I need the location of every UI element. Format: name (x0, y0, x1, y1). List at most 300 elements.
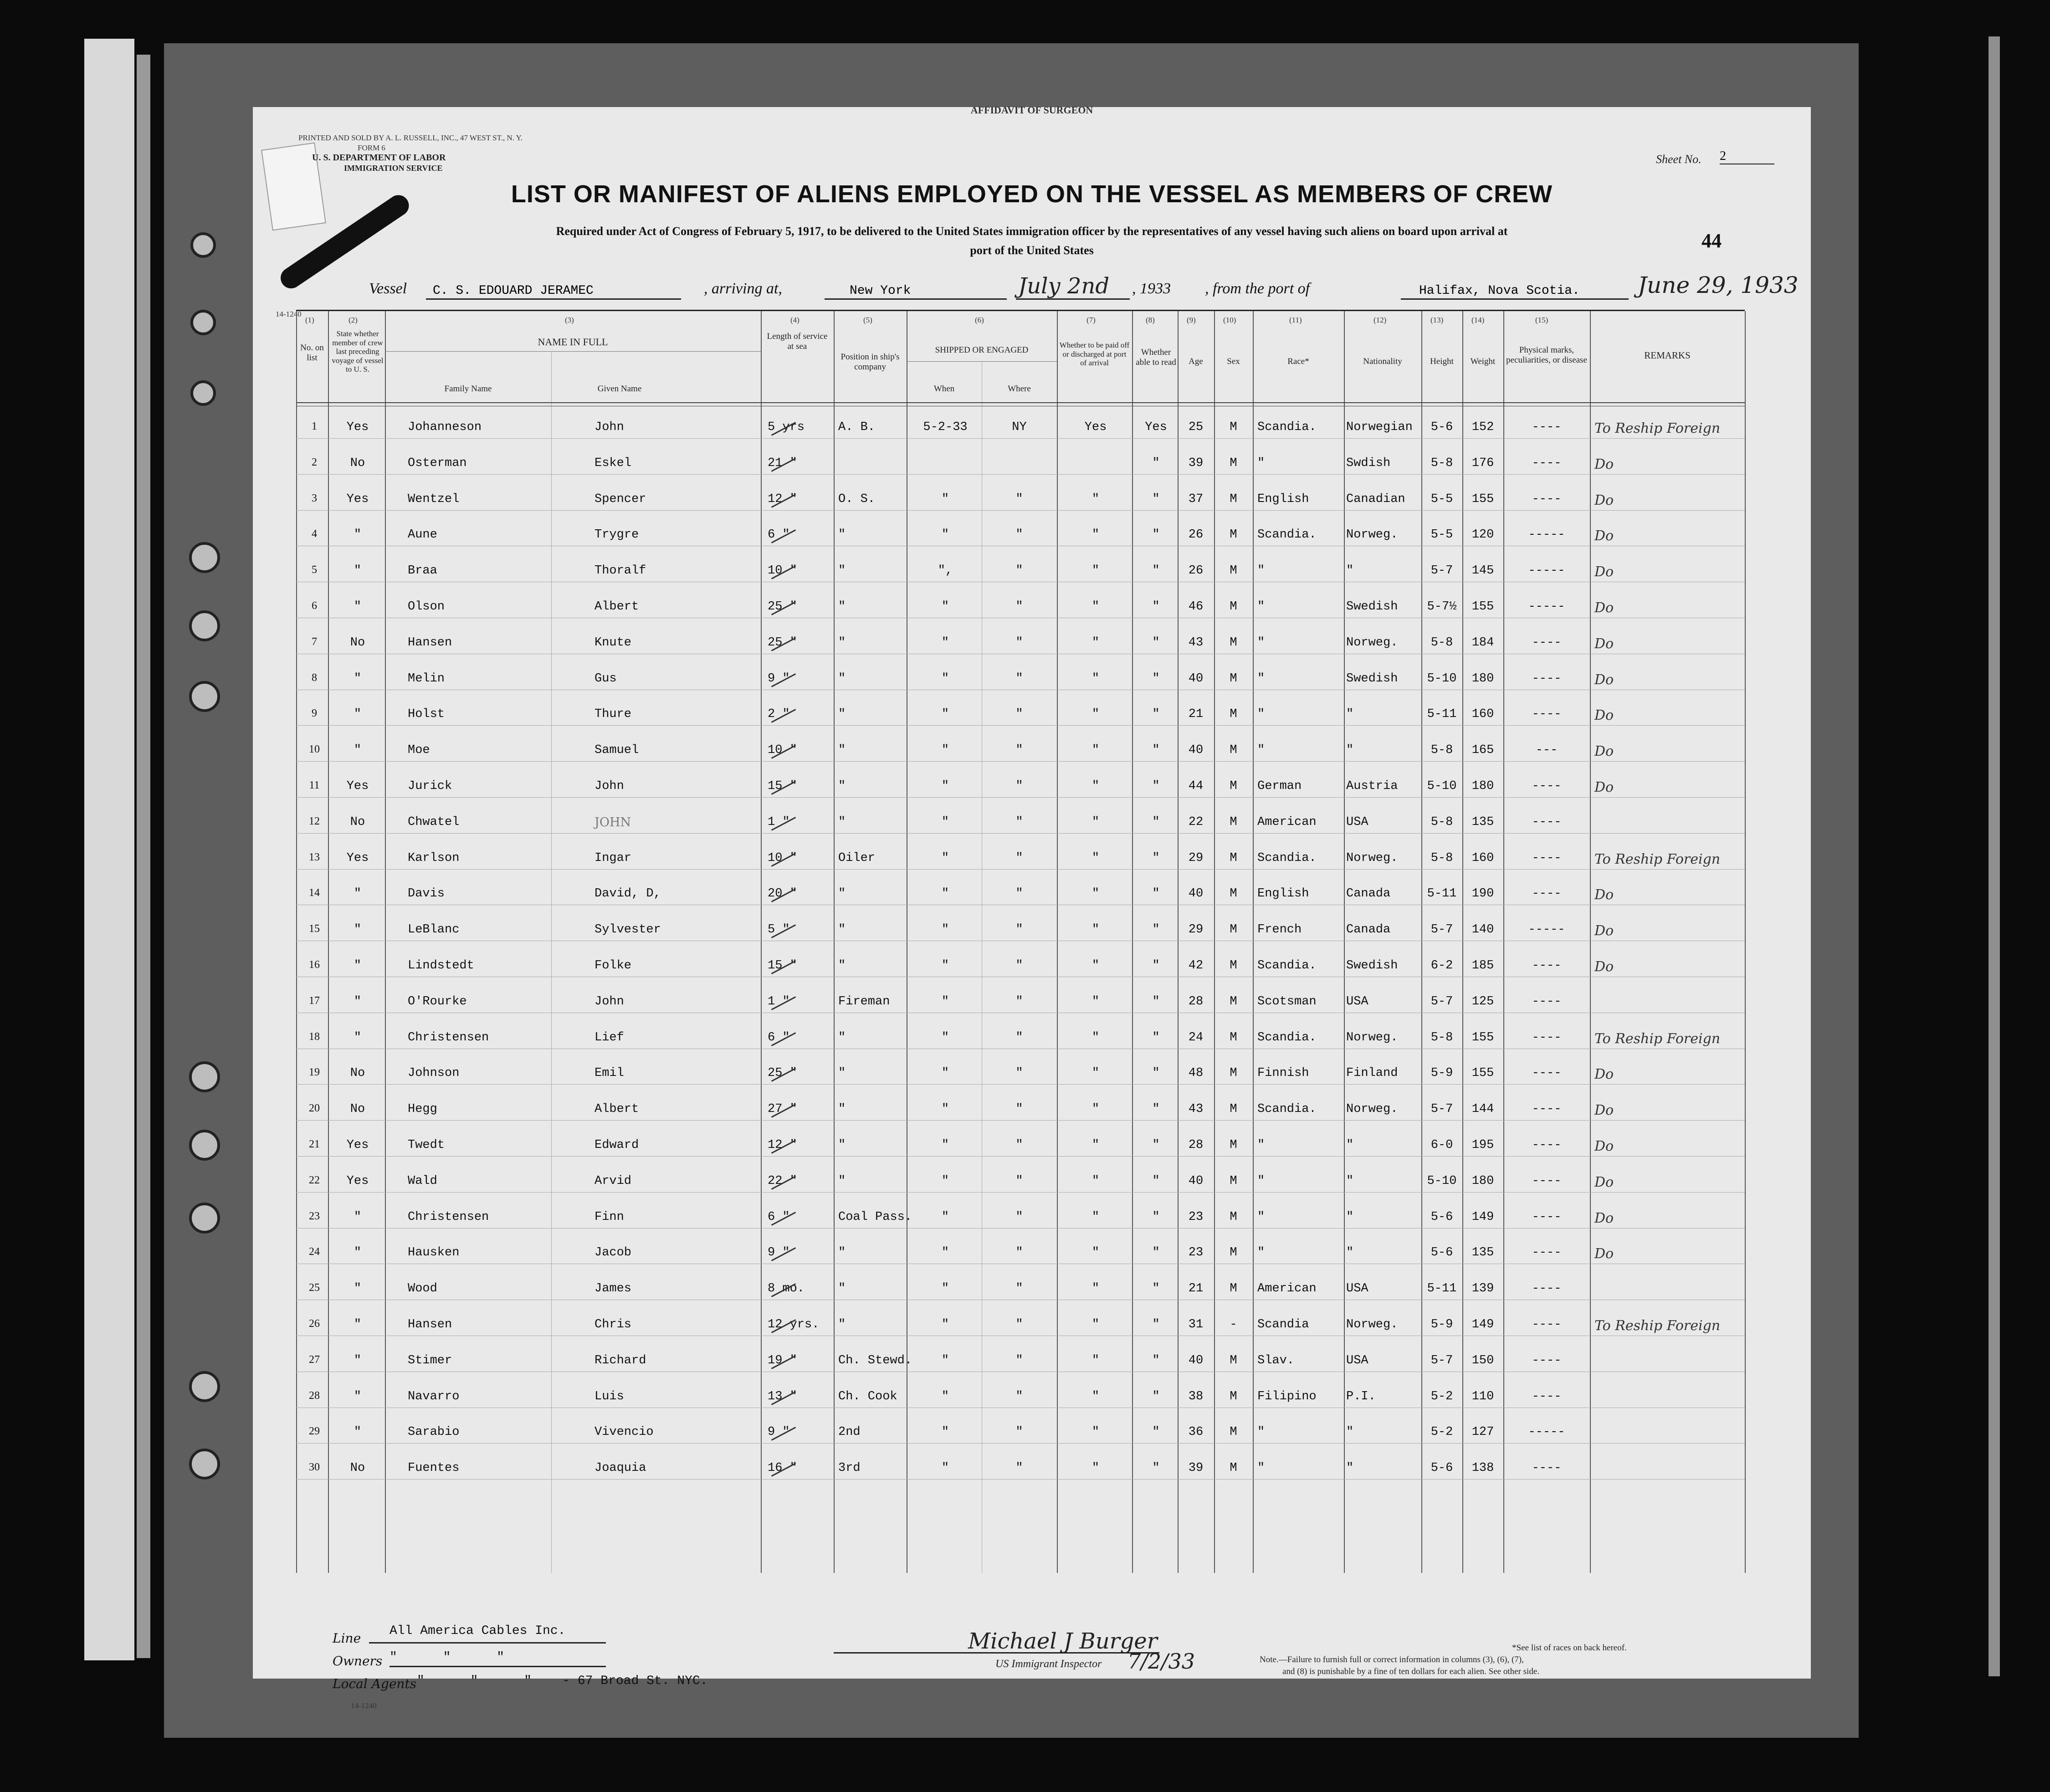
family-name-cell: Christensen (408, 1030, 489, 1044)
given-name-cell: Thure (594, 707, 632, 722)
paid-off-cell: " (1092, 1066, 1100, 1080)
given-name-cell: John (594, 779, 624, 793)
service-cell: 1 " (768, 815, 790, 829)
weight-cell: 190 (1471, 887, 1494, 901)
weight-cell: 185 (1471, 959, 1494, 973)
physical-marks-cell: ---- (1532, 851, 1562, 865)
sex-cell: M (1230, 851, 1237, 865)
height-cell: 5-7½ (1427, 600, 1457, 614)
race-cell: Scandia (1257, 1318, 1309, 1331)
when-cell: " (941, 1102, 949, 1116)
physical-marks-cell: ---- (1532, 1174, 1562, 1188)
physical-marks-cell: ----- (1528, 1425, 1565, 1439)
voyage-cell: " (354, 1389, 362, 1403)
agents-label: Local Agents (333, 1676, 417, 1691)
voyage-cell: " (354, 671, 362, 686)
when-cell: " (941, 600, 949, 614)
physical-marks-cell: ---- (1532, 707, 1562, 722)
weight-cell: 180 (1471, 1174, 1494, 1188)
given-name-cell: Spencer (594, 492, 646, 506)
remarks-cell: To Reship Foreign (1594, 851, 1721, 867)
age-cell: 24 (1188, 1030, 1204, 1044)
position-cell: " (838, 1138, 846, 1152)
service-cell: 25 " (768, 600, 797, 614)
paid-off-cell: " (1092, 1318, 1100, 1331)
header-weight: Weight (1470, 357, 1496, 366)
position-cell: " (838, 815, 846, 829)
sex-cell: M (1230, 994, 1237, 1009)
where-cell: " (1015, 1389, 1023, 1403)
race-cell: " (1257, 600, 1265, 614)
row-number: 4 (312, 528, 317, 540)
read-cell: " (1152, 456, 1160, 470)
weight-cell: 139 (1471, 1282, 1494, 1296)
weight-cell: 155 (1471, 1030, 1494, 1044)
read-cell: " (1152, 1030, 1160, 1044)
height-cell: 5-9 (1430, 1066, 1453, 1080)
age-cell: 21 (1188, 707, 1204, 722)
read-cell: " (1152, 564, 1160, 578)
family-name-cell: Wentzel (408, 492, 460, 506)
where-cell: " (1015, 564, 1023, 578)
age-cell: 40 (1188, 1174, 1204, 1188)
physical-marks-cell: ----- (1528, 923, 1565, 937)
read-cell: " (1152, 887, 1160, 901)
col-number: (10) (1223, 316, 1236, 324)
nationality-cell: Swdish (1346, 456, 1391, 470)
sex-cell: M (1230, 1030, 1237, 1044)
header-sex: Sex (1227, 357, 1240, 366)
paid-off-cell: " (1092, 1246, 1100, 1260)
when-cell: " (941, 1353, 949, 1367)
read-cell: " (1152, 1461, 1160, 1475)
where-cell: " (1015, 671, 1023, 686)
service-cell: 10 " (768, 743, 797, 758)
weight-cell: 160 (1471, 851, 1494, 865)
height-cell: 5-8 (1430, 851, 1453, 865)
row-number: 13 (309, 851, 320, 863)
sex-cell: M (1230, 1353, 1237, 1367)
header-height: Height (1430, 357, 1454, 366)
race-cell: German (1257, 779, 1302, 793)
family-name-cell: Fuentes (408, 1461, 460, 1475)
when-cell: " (941, 528, 949, 542)
sex-cell: M (1230, 600, 1237, 614)
weight-cell: 149 (1471, 1318, 1494, 1331)
read-cell: " (1152, 600, 1160, 614)
read-cell: " (1152, 779, 1160, 793)
header-race: Race* (1287, 357, 1309, 366)
col-number: (15) (1535, 316, 1548, 324)
physical-marks-cell: ---- (1532, 1030, 1562, 1044)
read-cell: " (1152, 671, 1160, 686)
paid-off-cell: " (1092, 564, 1100, 578)
nationality-cell: " (1346, 1174, 1354, 1188)
when-cell: " (941, 779, 949, 793)
service-cell: 21 " (768, 456, 797, 470)
physical-marks-cell: ---- (1532, 1389, 1562, 1403)
position-cell: " (838, 779, 846, 793)
where-cell: " (1015, 492, 1023, 506)
where-cell: " (1015, 528, 1023, 542)
sex-cell: M (1230, 492, 1237, 506)
physical-marks-cell: ----- (1528, 528, 1565, 542)
nationality-cell: Canada (1346, 887, 1391, 901)
paid-off-cell: " (1092, 1425, 1100, 1439)
voyage-cell: No (350, 456, 365, 470)
race-cell: " (1257, 1425, 1265, 1439)
physical-marks-cell: ---- (1532, 1138, 1562, 1152)
nationality-cell: " (1346, 1138, 1354, 1152)
when-cell: " (941, 1066, 949, 1080)
position-cell: " (838, 923, 846, 937)
row-number: 11 (309, 779, 320, 791)
service-cell: 15 " (768, 959, 797, 973)
row-number: 10 (309, 743, 320, 756)
service-cell: 6 " (768, 1210, 790, 1224)
race-cell: Scotsman (1257, 994, 1317, 1009)
physical-marks-cell: ---- (1532, 1102, 1562, 1116)
physical-marks-cell: --- (1535, 743, 1558, 758)
family-name-cell: Hausken (408, 1246, 460, 1260)
physical-marks-cell: ---- (1532, 1282, 1562, 1296)
read-cell: " (1152, 1138, 1160, 1152)
right-edge (1988, 36, 2000, 1676)
nationality-cell: Norweg. (1346, 851, 1398, 865)
row-number: 23 (309, 1210, 320, 1222)
paid-off-cell: " (1092, 779, 1100, 793)
remarks-cell: Do (1594, 1174, 1614, 1190)
service-cell: 27 " (768, 1102, 797, 1116)
race-cell: " (1257, 1246, 1265, 1260)
age-cell: 28 (1188, 994, 1204, 1009)
weight-cell: 152 (1471, 420, 1494, 434)
voyage-cell: No (350, 635, 365, 650)
read-cell: " (1152, 1389, 1160, 1403)
subtitle-line-2: port of the United States (970, 244, 1094, 257)
arriving-label: , arriving at, (704, 280, 782, 297)
col-number: (7) (1086, 316, 1096, 324)
paid-off-cell: " (1092, 994, 1100, 1009)
weight-cell: 195 (1471, 1138, 1494, 1152)
header-given: Given Name (597, 384, 642, 394)
nationality-cell: Norweg. (1346, 1030, 1398, 1044)
weight-cell: 110 (1471, 1389, 1494, 1403)
voyage-cell: Yes (346, 1138, 369, 1152)
vessel-name: C. S. EDOUARD JERAMEC (433, 284, 594, 298)
voyage-cell: " (354, 1353, 362, 1367)
when-cell: " (941, 492, 949, 506)
physical-marks-cell: ---- (1532, 492, 1562, 506)
position-cell: Oiler (838, 851, 876, 865)
physical-marks-cell: ---- (1532, 887, 1562, 901)
voyage-cell: Yes (346, 779, 369, 793)
service-cell: 9 " (768, 1246, 790, 1260)
where-cell: " (1015, 1102, 1023, 1116)
weight-cell: 138 (1471, 1461, 1494, 1475)
paid-off-cell: " (1092, 671, 1100, 686)
physical-marks-cell: ---- (1532, 635, 1562, 650)
row-number: 17 (309, 994, 320, 1007)
race-cell: " (1257, 1138, 1265, 1152)
binder-hole (189, 1061, 220, 1092)
paid-off-cell: " (1092, 887, 1100, 901)
height-cell: 6-2 (1430, 959, 1453, 973)
page-title: LIST OR MANIFEST OF ALIENS EMPLOYED ON THE VESSEL AS MEMBERS OF CREW (511, 180, 1553, 208)
paid-off-cell: " (1092, 1210, 1100, 1224)
physical-marks-cell: ---- (1532, 1066, 1562, 1080)
where-cell: NY (1012, 420, 1027, 434)
where-cell: " (1015, 887, 1023, 901)
weight-cell: 150 (1471, 1353, 1494, 1367)
row-number: 15 (309, 923, 320, 935)
weight-cell: 127 (1471, 1425, 1494, 1439)
family-name-cell: Twedt (408, 1138, 445, 1152)
remarks-cell: Do (1594, 743, 1614, 760)
physical-marks-cell: ---- (1532, 671, 1562, 686)
when-cell: " (941, 994, 949, 1009)
paid-off-cell: " (1092, 492, 1100, 506)
row-number: 24 (309, 1246, 320, 1258)
note-races: *See list of races on back hereof. (1512, 1643, 1627, 1653)
sex-cell: M (1230, 1246, 1237, 1260)
race-cell: English (1257, 492, 1309, 506)
service-cell: 9 " (768, 1425, 790, 1439)
row-number: 1 (312, 420, 317, 432)
nationality-cell: P.I. (1346, 1389, 1376, 1403)
header-nationality: Nationality (1363, 357, 1402, 366)
position-cell: Coal Pass. (838, 1210, 912, 1224)
where-cell: " (1015, 1030, 1023, 1044)
position-cell: " (838, 887, 846, 901)
when-cell: ", (938, 564, 953, 578)
where-cell: " (1015, 779, 1023, 793)
family-name-cell: Hansen (408, 635, 452, 650)
header-where: Where (1008, 384, 1031, 394)
position-cell: " (838, 671, 846, 686)
where-cell: " (1015, 1246, 1023, 1260)
service-cell: 22 " (768, 1174, 797, 1188)
voyage-cell: No (350, 1461, 365, 1475)
binder-hole (189, 610, 220, 641)
height-cell: 5-7 (1430, 994, 1453, 1009)
position-cell: Ch. Stewd. (838, 1353, 912, 1367)
row-number: 3 (312, 492, 317, 504)
row-number: 27 (309, 1353, 320, 1366)
nationality-cell: " (1346, 1425, 1354, 1439)
sex-cell: M (1230, 1210, 1237, 1224)
service-cell: 13 " (768, 1389, 797, 1403)
form-code: 14-1240 (276, 310, 302, 318)
row-number: 12 (309, 815, 320, 827)
position-cell: " (838, 707, 846, 722)
nationality-cell: " (1346, 564, 1354, 578)
read-cell: " (1152, 1318, 1160, 1331)
row-number: 14 (309, 887, 320, 899)
row-number: 5 (312, 564, 317, 576)
remarks-cell: Do (1594, 887, 1614, 903)
family-name-cell: Karlson (408, 851, 460, 865)
read-cell: " (1152, 1066, 1160, 1080)
when-cell: " (941, 1030, 949, 1044)
given-name-cell: Joaquia (594, 1461, 646, 1475)
remarks-cell: Do (1594, 1210, 1614, 1226)
physical-marks-cell: ---- (1532, 1353, 1562, 1367)
given-name-cell: Arvid (594, 1174, 632, 1188)
where-cell: " (1015, 959, 1023, 973)
race-cell: American (1257, 815, 1317, 829)
given-name-cell: David, D, (594, 887, 661, 901)
given-name-cell: Richard (594, 1353, 646, 1367)
family-name-cell: Sarabio (408, 1425, 460, 1439)
paid-off-cell: " (1092, 1102, 1100, 1116)
age-cell: 42 (1188, 959, 1204, 973)
position-cell: 3rd (838, 1461, 861, 1475)
when-cell: " (941, 923, 949, 937)
weight-cell: 165 (1471, 743, 1494, 758)
remarks-cell: Do (1594, 1138, 1614, 1154)
age-cell: 39 (1188, 456, 1204, 470)
position-cell: " (838, 1174, 846, 1188)
row-number: 26 (309, 1318, 320, 1330)
voyage-cell: No (350, 1102, 365, 1116)
family-name-cell: Stimer (408, 1353, 452, 1367)
physical-marks-cell: ---- (1532, 1461, 1562, 1475)
col-number: (8) (1146, 316, 1155, 324)
binder-hole (189, 542, 220, 573)
height-cell: 5-7 (1430, 564, 1453, 578)
given-name-cell: John (594, 420, 624, 434)
given-name-cell: Finn (594, 1210, 624, 1224)
nationality-cell: Norweg. (1346, 528, 1398, 542)
remarks-cell: To Reship Foreign (1594, 420, 1721, 436)
position-cell: " (838, 743, 846, 758)
family-name-cell: Melin (408, 671, 445, 686)
header-remarks: REMARKS (1644, 350, 1691, 361)
row-number: 29 (309, 1425, 320, 1438)
paid-off-cell: " (1092, 815, 1100, 829)
position-cell: " (838, 528, 846, 542)
col-number: (2) (348, 316, 358, 324)
age-cell: 40 (1188, 887, 1204, 901)
underline (1016, 298, 1130, 300)
line-value: All America Cables Inc. (390, 1624, 566, 1638)
when-cell: " (941, 1174, 949, 1188)
sex-cell: M (1230, 635, 1237, 650)
family-name-cell: Osterman (408, 456, 467, 470)
paid-off-cell: Yes (1084, 420, 1107, 434)
nationality-cell: USA (1346, 815, 1368, 829)
position-cell: Ch. Cook (838, 1389, 897, 1403)
given-name-cell: Thoralf (594, 564, 646, 578)
paid-off-cell: " (1092, 1138, 1100, 1152)
read-cell: " (1152, 1102, 1160, 1116)
age-cell: 26 (1188, 564, 1204, 578)
race-cell: Scandia. (1257, 420, 1317, 434)
given-name-cell: Ingar (594, 851, 632, 865)
voyage-cell: Yes (346, 492, 369, 506)
header-read: Whether able to read (1136, 348, 1176, 367)
service-cell: 5 yrs (768, 420, 805, 434)
voyage-cell: " (354, 887, 362, 901)
position-cell: " (838, 1282, 846, 1296)
height-cell: 5-11 (1427, 707, 1457, 722)
service-cell: 25 " (768, 635, 797, 650)
voyage-cell: " (354, 743, 362, 758)
position-cell: " (838, 1066, 846, 1080)
position-cell: 2nd (838, 1425, 861, 1439)
height-cell: 5-7 (1430, 1353, 1453, 1367)
where-cell: " (1015, 1425, 1023, 1439)
height-cell: 5-6 (1430, 1461, 1453, 1475)
family-name-cell: Holst (408, 707, 445, 722)
paid-off-cell: " (1092, 923, 1100, 937)
read-cell: " (1152, 1353, 1160, 1367)
printer-line: PRINTED AND SOLD BY A. L. RUSSELL, INC., 47 WEST ST., N. Y. (298, 133, 523, 142)
age-cell: 43 (1188, 1102, 1204, 1116)
physical-marks-cell: ---- (1532, 994, 1562, 1009)
when-cell: " (941, 1425, 949, 1439)
form-label: FORM 6 (358, 143, 385, 152)
when-cell: " (941, 1282, 949, 1296)
nationality-cell: Swedish (1346, 671, 1398, 686)
owners-value: " " " (390, 1650, 505, 1664)
weight-cell: 140 (1471, 923, 1494, 937)
family-name-cell: Braa (408, 564, 437, 578)
note-line-1: Note.—Failure to furnish full or correct information in columns (3), (6), (7), (1260, 1655, 1524, 1664)
col-number: (11) (1289, 316, 1302, 324)
height-cell: 5-6 (1430, 1246, 1453, 1260)
when-cell: " (941, 1389, 949, 1403)
service-cell: 25 " (768, 1066, 797, 1080)
paid-off-cell: " (1092, 1389, 1100, 1403)
race-cell: " (1257, 1461, 1265, 1475)
paid-off-cell: " (1092, 600, 1100, 614)
race-cell: " (1257, 671, 1265, 686)
weight-cell: 180 (1471, 671, 1494, 686)
where-cell: " (1015, 1210, 1023, 1224)
sex-cell: M (1230, 923, 1237, 937)
row-number: 16 (309, 959, 320, 971)
race-cell: French (1257, 923, 1302, 937)
position-cell: " (838, 959, 846, 973)
given-name-cell: John (594, 994, 624, 1009)
sex-cell: M (1230, 1174, 1237, 1188)
voyage-cell: " (354, 959, 362, 973)
remarks-cell: Do (1594, 959, 1614, 975)
sex-cell: M (1230, 743, 1237, 758)
owners-label: Owners (333, 1654, 383, 1669)
col-number: (1) (305, 316, 314, 324)
paid-off-cell: " (1092, 1461, 1100, 1475)
race-cell: Scandia. (1257, 528, 1317, 542)
read-cell: " (1152, 1246, 1160, 1260)
position-cell: A. B. (838, 420, 876, 434)
given-name-cell: JOHN (594, 815, 631, 829)
voyage-cell: Yes (346, 1174, 369, 1188)
weight-cell: 144 (1471, 1102, 1494, 1116)
row-number: 9 (312, 707, 317, 720)
sex-cell: M (1230, 815, 1237, 829)
remarks-cell: Do (1594, 1102, 1614, 1119)
paid-off-cell: " (1092, 635, 1100, 650)
remarks-cell: Do (1594, 1066, 1614, 1083)
race-cell: English (1257, 887, 1309, 901)
where-cell: " (1015, 600, 1023, 614)
remarks-cell: Do (1594, 1246, 1614, 1262)
age-cell: 44 (1188, 779, 1204, 793)
height-cell: 5-5 (1430, 528, 1453, 542)
